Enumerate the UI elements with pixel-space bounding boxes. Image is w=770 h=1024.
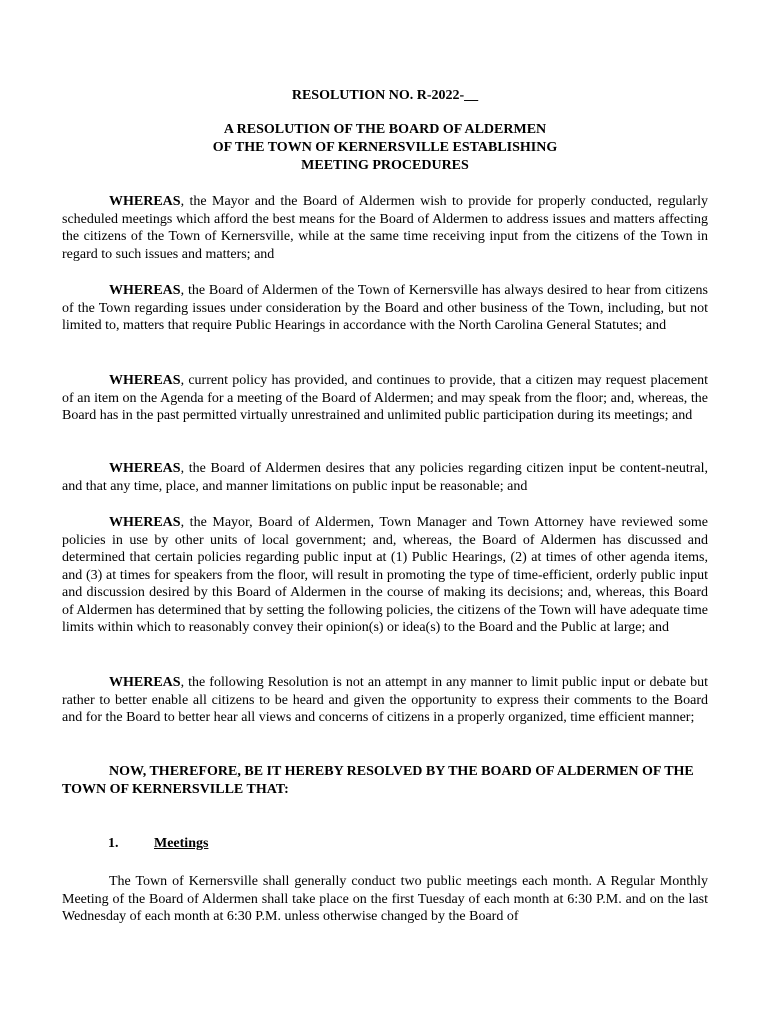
whereas-paragraph-5 bbox=[62, 514, 708, 637]
section-title: Meetings bbox=[154, 836, 209, 851]
title-line-3: MEETING PROCEDURES bbox=[301, 158, 469, 173]
paragraph-text: , current policy has provided, and continues to provide, that a citizen may request placement of an item on the Agenda for a meeting of the Board of Aldermen; and may speak from the floor; and, whereas, the Board has in the past permitted virtually unrestrained and unlimited public participation during its meetings; and bbox=[62, 373, 708, 423]
whereas-paragraph-4 bbox=[62, 460, 708, 495]
whereas-label: WHEREAS bbox=[109, 515, 181, 530]
whereas-label: WHEREAS bbox=[109, 283, 181, 298]
paragraph-text: , the Board of Aldermen desires that any policies regarding citizen input be content-neutral, and that any time, place, and manner limitations on public input be reasonable; and bbox=[62, 461, 708, 494]
title-line-2: OF THE TOWN OF KERNERSVILLE ESTABLISHING bbox=[212, 140, 558, 155]
whereas-label: WHEREAS bbox=[109, 194, 181, 209]
paragraph-text: , the Mayor and the Board of Aldermen wish to provide for properly conducted, regularly scheduled meetings which afford the best means for the Board of Aldermen to address issues and matters affecting the citizens of the Town of Kernersville, while at the same time receiving input from the citizens of the Town in regard to such issues and matters; and bbox=[62, 194, 708, 262]
resolved-clause: NOW, THEREFORE, BE IT HEREBY RESOLVED BY THE BOARD OF ALDERMEN OF THE TOWN OF KERNERSVILLE THAT: bbox=[62, 764, 694, 797]
whereas-paragraph-3 bbox=[62, 372, 708, 425]
whereas-paragraph-1 bbox=[62, 193, 708, 263]
section-heading bbox=[108, 835, 208, 853]
resolution-number: RESOLUTION NO. R-2022-__ bbox=[291, 88, 479, 103]
whereas-paragraph-6 bbox=[62, 674, 708, 727]
whereas-label: WHEREAS bbox=[109, 373, 181, 388]
whereas-paragraph-2 bbox=[62, 282, 708, 335]
section-paragraph: The Town of Kernersville shall generally conduct two public meetings each month. A Regular Monthly Meeting of the Board of Aldermen shall take place on the first Tuesday of each month at 6:30 P.M. and on the last Wednesday of each month at 6:30 P.M. unless otherwise changed by the Board of bbox=[62, 874, 708, 924]
paragraph-text: , the following Resolution is not an attempt in any manner to limit public input or debate but rather to better enable all citizens to be heard and given the opportunity to express their comments to the Board and for the Board to better hear all views and concerns of citizens in a properly organized, time efficient manner; bbox=[62, 675, 708, 725]
paragraph-text: , the Board of Aldermen of the Town of Kernersville has always desired to hear from citizens of the Town regarding issues under consideration by the Board and other business of the Town, including, but not limited to, matters that require Public Hearings in accordance with the North Carolina General Statutes; and bbox=[62, 283, 708, 333]
section-number: 1. bbox=[108, 836, 119, 851]
paragraph-text: , the Mayor, Board of Aldermen, Town Manager and Town Attorney have reviewed some policies in use by other units of local government; and, whereas, the Board of Aldermen has discussed and determined that certain policies regarding public input at (1) Public Hearings, (2) at times of other agenda items, and (3) at times for speakers from the floor, will result in promoting the type of time-efficient, orderly public input and discussion desired by this Board of Aldermen in the course of making its decisions; and, whereas, this Board of Aldermen has determined that by setting the following policies, the citizens of the Town will have adequate time limits within which to reasonably convey their opinion(s) or idea(s) to the Board and the Public at large; and bbox=[62, 515, 708, 635]
whereas-label: WHEREAS bbox=[109, 461, 181, 476]
title-line-1: A RESOLUTION OF THE BOARD OF ALDERMEN bbox=[223, 122, 547, 137]
resolution-title bbox=[0, 121, 770, 175]
whereas-label: WHEREAS bbox=[109, 675, 181, 690]
